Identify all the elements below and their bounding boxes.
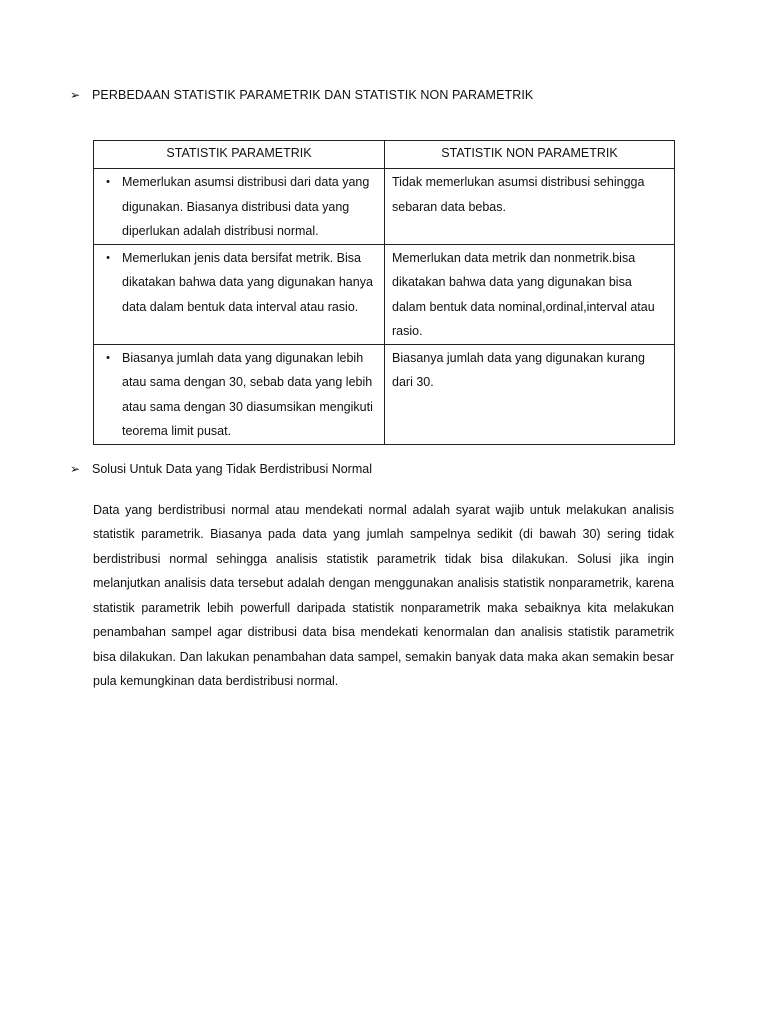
nonparametric-cell — [385, 244, 675, 344]
table-header-row — [94, 141, 675, 169]
nonparametric-text: Tidak memerlukan asumsi distribusi sehingga sebaran data bebas. — [392, 175, 645, 214]
parametric-cell — [94, 169, 385, 245]
comparison-table — [93, 140, 675, 445]
nonparametric-text: Memerlukan data metrik dan nonmetrik.bisa dikatakan bahwa data yang digunakan bisa dalam bentuk data nominal,ordinal,interval atau rasio. — [392, 250, 655, 338]
bullet-icon: • — [106, 251, 110, 264]
column-header-parametric: STATISTIK PARAMETRIK — [94, 141, 385, 169]
bullet-icon: • — [106, 176, 110, 188]
arrowhead-bullet-icon: ➢ — [70, 88, 81, 102]
arrowhead-bullet-icon: ➢ — [70, 462, 81, 476]
column-header-nonparametric: STATISTIK NON PARAMETRIK — [385, 141, 675, 169]
parametric-cell — [94, 244, 385, 344]
parametric-cell — [94, 344, 385, 444]
table-row — [94, 244, 675, 344]
nonparametric-text: Biasanya jumlah data yang digunakan kurang dari 30. — [392, 350, 645, 389]
nonparametric-cell — [385, 169, 675, 245]
nonparametric-cell — [385, 344, 675, 444]
solution-heading — [70, 462, 372, 476]
section-heading — [70, 88, 533, 102]
table-row — [94, 344, 675, 444]
solution-paragraph: Data yang berdistribusi normal atau mendekati normal adalah syarat wajib untuk melakukan analisis statistik parametrik. Biasanya pada data yang jumlah sampelnya sedikit (di bawah 30) sering tidak berdistribusi normal sehingga analisis statistik parametrik tidak bisa dilakukan. Solusi jika ingin melanjutkan analisis data tersebut adalah dengan menggunakan analisis statistik nonparametrik, karena statistik parametrik lebih powerfull daripada statistik nonparametrik maka sebaiknya kita melakukan penambahan sampel agar distribusi data bisa mendekati kenormalan dan analisis statistik parametrik bisa dilakukan. Dan lakukan penambahan data sampel, semakin banyak data maka akan semakin besar pula kemungkinan data berdistribusi normal. — [93, 502, 674, 688]
parametric-text: Memerlukan jenis data bersifat metrik. Bisa dikatakan bahwa data yang digunakan hanya data dalam bentuk data interval atau rasio. — [122, 250, 373, 314]
section-heading-text: PERBEDAAN STATISTIK PARAMETRIK DAN STATISTIK NON PARAMETRIK — [92, 88, 534, 102]
parametric-text: Biasanya jumlah data yang digunakan lebih atau sama dengan 30, sebab data yang lebih atau sama dengan 30 diasumsikan mengikuti teorema limit pusat. — [122, 350, 373, 438]
solution-heading-text: Solusi Untuk Data yang Tidak Berdistribusi Normal — [92, 462, 372, 476]
bullet-icon: • — [106, 351, 110, 364]
table-row — [94, 169, 675, 245]
parametric-text: Memerlukan asumsi distribusi dari data yang digunakan. Biasanya distribusi data yang diperlukan adalah distribusi normal. — [122, 175, 370, 238]
